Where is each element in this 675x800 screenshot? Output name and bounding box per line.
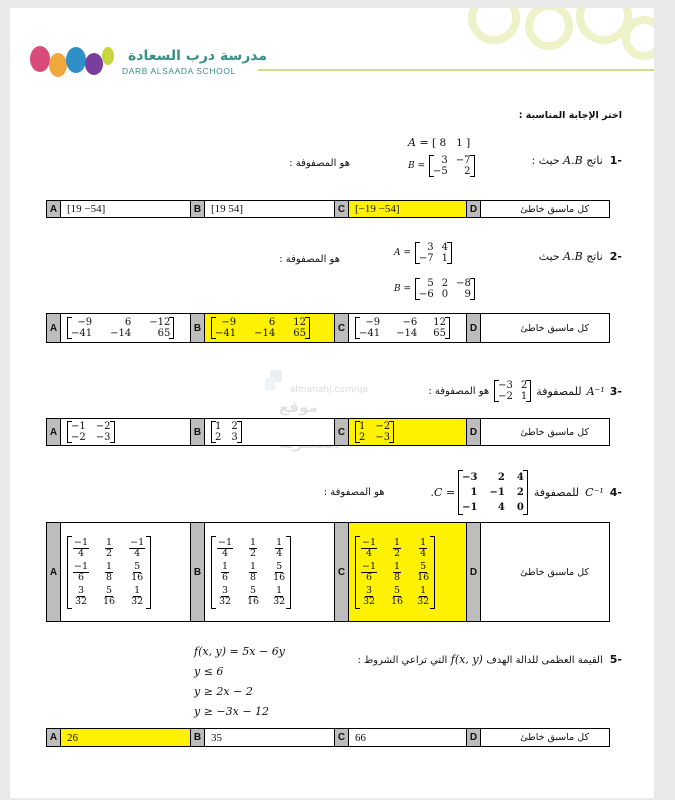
q5-option-c[interactable]: C 66 xyxy=(335,729,467,746)
fraction xyxy=(273,562,285,583)
watermark-url: almanahj.com/qa xyxy=(289,385,368,395)
denominator: 32 xyxy=(74,595,88,607)
denominator: 4 xyxy=(221,547,229,559)
numerator: 5 xyxy=(394,584,401,596)
school-name-arabic: مدرسة درب السعادة xyxy=(128,48,268,64)
fraction xyxy=(391,562,403,583)
q5-answers xyxy=(46,728,610,747)
q3-option-b[interactable]: B 1 2 2 3 xyxy=(191,419,335,445)
q2-matrix-b: B = 5 2 −8 −6 0 9 xyxy=(394,278,475,300)
denominator: 4 xyxy=(134,547,141,559)
q3-answers xyxy=(46,418,610,446)
denominator: 6 xyxy=(365,571,373,583)
numerator: −1 xyxy=(362,536,377,548)
q4-option-a[interactable]: A $\frac{-1}{4}$ $\frac{1}{2}$ $\frac{-1}{4}$ $\frac{-1}{6}$ $\frac{1}{8}$ $\frac{5}{16}$ $\frac{3}{32}$ $\frac{5}{16}$ $\frac{1}{32}$ xyxy=(47,523,191,621)
fraction xyxy=(361,538,377,559)
watermark-text: موقع xyxy=(279,398,318,416)
q5-constraints xyxy=(194,642,285,722)
numerator: 1 xyxy=(276,536,283,548)
fraction xyxy=(217,538,233,559)
fraction xyxy=(417,562,429,583)
fraction xyxy=(391,586,403,607)
q1-matrix-a: A = [ 8 1 ] xyxy=(408,136,471,149)
denominator: 4 xyxy=(77,547,85,559)
q4-option-b[interactable]: B $\frac{-1}{4}$ $\frac{1}{2}$ $\frac{1}{4}$ $\frac{1}{6}$ $\frac{1}{8}$ $\frac{5}{16}$ $\frac{3}{32}$ $\frac{5}{16}$ $\frac{1}{32}$ xyxy=(191,523,335,621)
denominator: 4 xyxy=(276,547,283,559)
numerator: −1 xyxy=(130,536,145,548)
q5-option-d[interactable]: D كل ماسبق خاطئ xyxy=(467,729,609,746)
fraction xyxy=(391,538,403,559)
worksheet-page xyxy=(10,8,654,798)
denominator: 16 xyxy=(247,595,260,607)
fraction-matrix xyxy=(211,536,291,609)
q2-prompt: -2 ناتج A.B حيث xyxy=(538,250,622,263)
fraction-matrix xyxy=(355,536,435,609)
q4-option-d[interactable]: D كل ماسبق خاطئ xyxy=(467,523,609,621)
q1-option-b[interactable]: B [19 54] xyxy=(191,201,335,217)
q1-option-c[interactable]: C [−19 −54] xyxy=(335,201,467,217)
denominator: 16 xyxy=(391,595,404,607)
q5-constraint: y ≤ 6 xyxy=(194,665,224,678)
denominator: 32 xyxy=(417,595,430,607)
denominator: 8 xyxy=(106,571,113,583)
numerator: −1 xyxy=(362,560,377,572)
q1-prompt: -1 ناتج A.B حيث : xyxy=(531,154,622,167)
numerator: −1 xyxy=(74,560,89,572)
denominator: 6 xyxy=(77,571,85,583)
denominator: 2 xyxy=(394,547,401,559)
numerator: −1 xyxy=(74,536,89,548)
school-header xyxy=(10,8,654,98)
q5-objective: f(x, y) = 5x − 6y xyxy=(194,645,285,658)
fraction xyxy=(361,562,377,583)
numerator: 3 xyxy=(77,584,85,596)
q1-answers xyxy=(46,200,610,218)
watermark-icon xyxy=(265,370,287,392)
numerator: 1 xyxy=(394,536,401,548)
site-watermark xyxy=(265,370,368,416)
fraction xyxy=(247,586,259,607)
q4-prompt: -4 C⁻¹ للمصفوفة .C = −3 2 4 1 −1 2 −1 4 0 هو المصفوفة : xyxy=(323,472,622,513)
q2-option-c[interactable]: C −9 −6 12 −41 −14 65 xyxy=(335,314,467,342)
denominator: 4 xyxy=(420,547,427,559)
q1-suffix: هو المصفوفة : xyxy=(289,158,350,169)
fraction xyxy=(417,586,429,607)
denominator: 2 xyxy=(106,547,113,559)
fraction xyxy=(361,586,377,607)
denominator: 8 xyxy=(394,571,401,583)
numerator: 1 xyxy=(420,584,427,596)
numerator: 5 xyxy=(106,584,113,596)
q2-option-a[interactable]: A −9 6 −12 −41 −14 65 xyxy=(47,314,191,342)
q3-option-a[interactable]: A −1 −2 −2 −3 xyxy=(47,419,191,445)
q1-option-a[interactable]: A [19 −54] xyxy=(47,201,191,217)
denominator: 32 xyxy=(362,595,376,607)
numerator: 1 xyxy=(134,584,141,596)
numerator: 1 xyxy=(276,584,283,596)
fraction xyxy=(103,586,115,607)
numerator: −1 xyxy=(218,536,233,548)
denominator: 16 xyxy=(103,595,116,607)
fraction xyxy=(129,562,145,583)
q4-answers xyxy=(46,522,610,622)
fraction-matrix xyxy=(67,536,151,609)
denominator: 32 xyxy=(273,595,286,607)
denominator: 16 xyxy=(417,571,430,583)
fraction xyxy=(129,538,145,559)
q5-constraint: y ≥ −3x − 12 xyxy=(194,705,270,718)
fraction xyxy=(129,586,145,607)
fraction xyxy=(217,586,233,607)
numerator: 5 xyxy=(134,560,141,572)
fraction xyxy=(273,538,285,559)
numerator: 5 xyxy=(276,560,283,572)
fraction xyxy=(417,538,429,559)
q1-matrix-b: B = 3 −7 −5 2 xyxy=(408,155,475,177)
q1-option-d[interactable]: D كل ماسبق خاطئ xyxy=(467,201,609,217)
fraction xyxy=(103,562,115,583)
header-decoration xyxy=(454,8,654,68)
denominator: 4 xyxy=(365,547,373,559)
numerator: 5 xyxy=(250,584,257,596)
q3-option-c[interactable]: C 1 −2 2 −3 xyxy=(335,419,467,445)
q3-prompt: -3 A⁻¹ للمصفوفة −3 2 −2 1 هو المصفوفة : xyxy=(428,380,622,402)
fraction xyxy=(217,562,233,583)
numerator: 5 xyxy=(420,560,427,572)
q4-option-c[interactable]: C $\frac{-1}{4}$ $\frac{1}{2}$ $\frac{1}{4}$ $\frac{-1}{6}$ $\frac{1}{8}$ $\frac{5}{16}$ $\frac{3}{32}$ $\frac{5}{16}$ $\frac{1}{32}$ xyxy=(335,523,467,621)
q2-matrix-a: A = 3 4 −7 1 xyxy=(394,242,452,264)
school-name-english: DARB ALSAADA SCHOOL xyxy=(122,66,236,76)
numerator: 1 xyxy=(420,536,427,548)
denominator: 16 xyxy=(273,571,286,583)
numerator: 1 xyxy=(394,560,401,572)
q2-option-b[interactable]: B −9 6 12 −41 −14 65 xyxy=(191,314,335,342)
q2-suffix: هو المصفوفة : xyxy=(279,254,340,265)
q5-option-b[interactable]: B 35 xyxy=(191,729,335,746)
fraction xyxy=(73,586,89,607)
numerator: 1 xyxy=(221,560,229,572)
numerator: 3 xyxy=(365,584,373,596)
q2-answers xyxy=(46,313,610,343)
fraction xyxy=(247,538,259,559)
denominator: 32 xyxy=(131,595,144,607)
fraction xyxy=(273,586,285,607)
q3-option-d[interactable]: D كل ماسبق خاطئ xyxy=(467,419,609,445)
school-logo xyxy=(28,44,114,80)
fraction xyxy=(247,562,259,583)
denominator: 8 xyxy=(250,571,257,583)
q5-option-a[interactable]: A 26 xyxy=(47,729,191,746)
q2-option-d[interactable]: D كل ماسبق خاطئ xyxy=(467,314,609,342)
q5-constraint: y ≥ 2x − 2 xyxy=(194,685,253,698)
q5-prompt: -5 القيمة العظمى للدالة الهدف f(x, y) التي تراعي الشروط : xyxy=(357,653,622,666)
fraction xyxy=(73,562,89,583)
denominator: 16 xyxy=(131,571,144,583)
numerator: 1 xyxy=(250,536,257,548)
numerator: 1 xyxy=(106,536,113,548)
header-rule xyxy=(258,69,654,71)
numerator: 1 xyxy=(250,560,257,572)
instruction-heading: اختر الإجابة المناسبة : xyxy=(518,110,622,121)
denominator: 32 xyxy=(218,595,232,607)
denominator: 6 xyxy=(221,571,229,583)
numerator: 3 xyxy=(221,584,229,596)
fraction xyxy=(103,538,115,559)
fraction xyxy=(73,538,89,559)
denominator: 2 xyxy=(250,547,257,559)
numerator: 1 xyxy=(106,560,113,572)
